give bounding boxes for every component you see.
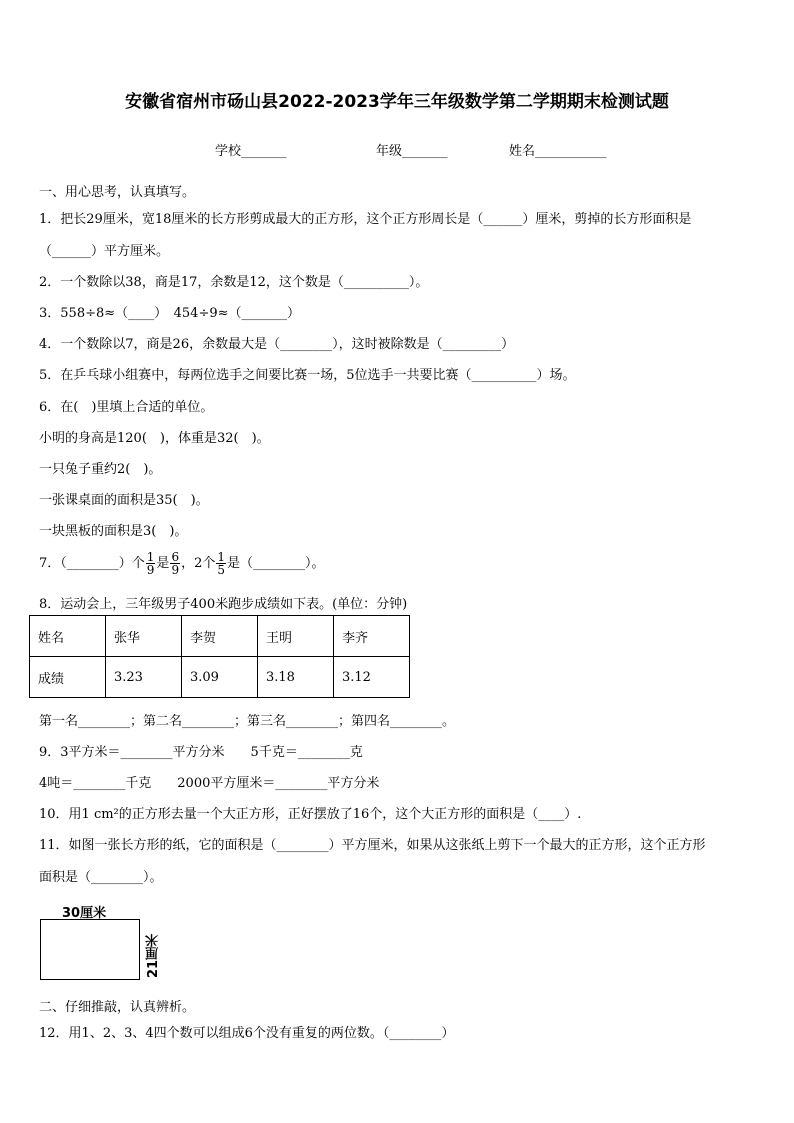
question-6d: 一块黑板的面积是3( )。 — [39, 524, 188, 539]
table-row — [30, 657, 410, 698]
question-5: 5．在乒乓球小组赛中，每两位选手之间要比赛一场，5位选手一共要比赛（__________）场。 — [39, 368, 576, 383]
question-8-ranking: 第一名________；第二名________；第三名________；第四名________。 — [39, 714, 456, 729]
question-6c: 一张课桌面的面积是35( )。 — [39, 493, 209, 508]
question-10: 10．用1 cm²的正方形去量一个大正方形，正好摆放了16个，这个大正方形的面积是（____）. — [39, 807, 582, 822]
question-2: 2．一个数除以38，商是17，余数是12，这个数是（__________）。 — [39, 275, 429, 290]
school-field: 学校_______ — [215, 144, 287, 159]
question-9-line1: 9．3平方米＝________平方分米 5千克＝________克 — [39, 745, 363, 760]
question-6b: 一只兔子重约2( )。 — [39, 462, 162, 477]
table-cell: 王明 — [258, 616, 334, 657]
q7-text-1: 7．（________）个 — [39, 556, 145, 571]
table-cell: 姓名 — [30, 616, 106, 657]
table-header-row — [30, 616, 410, 657]
q7-text-2: 是 — [156, 556, 170, 571]
fraction-1-9: $\frac{1}{9}$ — [146, 550, 155, 577]
section1-heading: 一、用心思考，认真填写。 — [39, 185, 196, 200]
name-field: 姓名___________ — [509, 144, 607, 159]
question-1-line2: （______）平方厘米。 — [39, 244, 170, 259]
question-11-line2: 面积是（________）。 — [39, 870, 163, 885]
table-cell: 李贺 — [182, 616, 258, 657]
page-title: 安徽省宿州市砀山县2022-2023学年三年级数学第二学期期末检测试题 — [125, 92, 669, 112]
fraction-1-5: $\frac{1}{5}$ — [217, 550, 225, 577]
score-table — [29, 615, 410, 698]
question-9-line2: 4吨＝________千克 2000平方厘米＝________平方分米 — [39, 776, 380, 791]
question-7 — [39, 551, 325, 576]
question-1-line1: 1．把长29厘米，宽18厘米的长方形剪成最大的正方形，这个正方形周长是（______）厘米，剪掉的长方形面积是 — [39, 212, 692, 227]
section2-heading: 二、仔细推敲，认真辨析。 — [39, 1000, 196, 1015]
question-8: 8．运动会上，三年级男子400米跑步成绩如下表。(单位：分钟) — [39, 597, 408, 612]
question-6: 6．在( )里填上合适的单位。 — [39, 400, 214, 415]
table-cell: 张华 — [106, 616, 182, 657]
fraction-6-9: $\frac{6}{9}$ — [171, 550, 180, 577]
q7-text-3: ，2个 — [181, 556, 216, 571]
question-3: 3．558÷8≈（____） 454÷9≈（_______） — [39, 306, 301, 321]
question-4: 4．一个数除以7，商是26，余数最大是（________），这时被除数是（_________） — [39, 337, 515, 352]
table-cell: 3.09 — [182, 657, 258, 698]
question-11-line1: 11．如图一张长方形的纸，它的面积是（________）平方厘米，如果从这张纸上剪下一个最大的正方形，这个正方形 — [39, 838, 706, 853]
table-cell: 李齐 — [334, 616, 410, 657]
table-cell: 3.18 — [258, 657, 334, 698]
table-cell: 成绩 — [30, 657, 106, 698]
question-12: 12．用1、2、3、4四个数可以组成6个没有重复的两位数。（________） — [39, 1026, 455, 1041]
width-label: 30厘米 — [62, 906, 107, 921]
question-6a: 小明的身高是120( )，体重是32( )。 — [39, 431, 270, 446]
table-cell: 3.23 — [106, 657, 182, 698]
table-cell: 3.12 — [334, 657, 410, 698]
rectangle-shape — [40, 919, 140, 980]
rectangle-figure — [38, 902, 178, 984]
grade-field: 年级_______ — [376, 144, 448, 159]
q7-text-4: 是（________）。 — [227, 556, 325, 571]
height-label: 21厘米 — [146, 933, 161, 978]
